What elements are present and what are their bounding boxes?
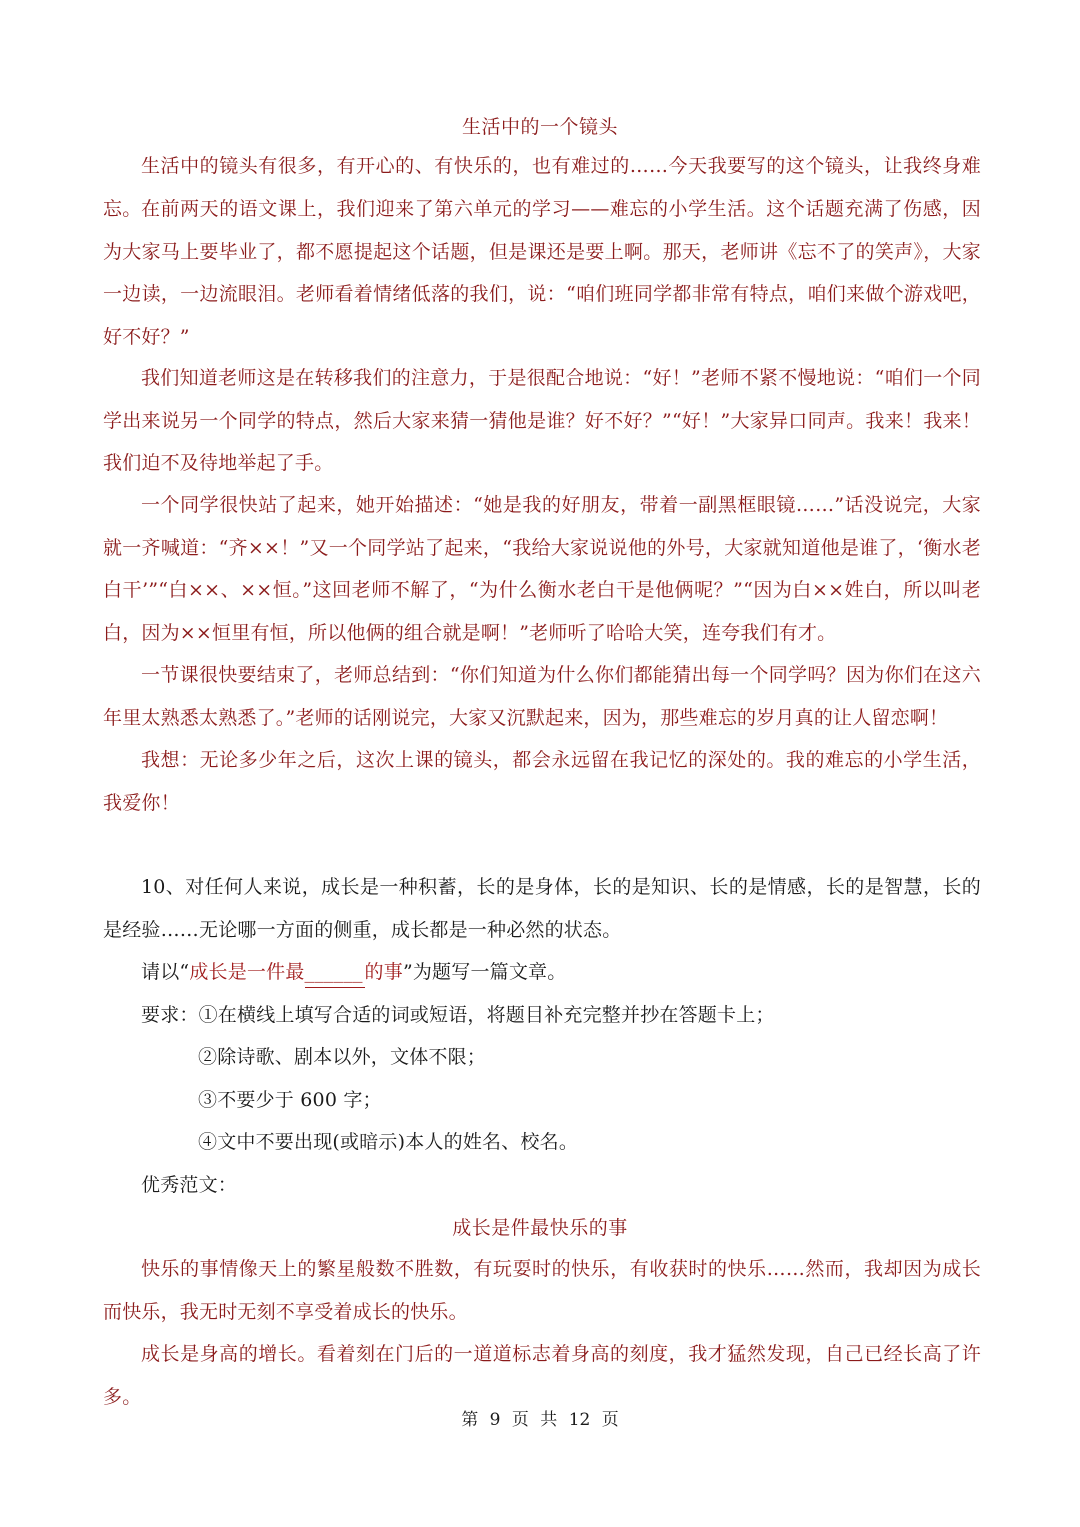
prompt-title-start: 成长是一件最: [189, 961, 305, 983]
essay-paragraph: 快乐的事情像天上的繁星般数不胜数，有玩耍时的快乐，有收获时的快乐……然而，我却因为成长而快乐，我无时无刻不享受着成长的快乐。: [103, 1258, 981, 1323]
sample-label: 优秀范文：: [141, 1174, 238, 1196]
essay-title: 成长是件最快乐的事: [452, 1217, 628, 1239]
question-intro: 10、对任何人来说，成长是一种积蓄，长的是身体，长的是知识、长的是情感，长的是智慧，长的是经验……无论哪一方面的侧重，成长都是一种必然的状态。: [103, 876, 981, 941]
essay-paragraph: 我想：无论多少年之后，这次上课的镜头，都会永远留在我记忆的深处的。我的难忘的小学生活，我爱你！: [103, 749, 981, 814]
requirements-label: 要求：: [141, 1004, 199, 1026]
requirement-item: ④文中不要出现(或暗示)本人的姓名、校名。: [198, 1131, 579, 1153]
essay-paragraph: 一个同学很快站了起来，她开始描述：“她是我的好朋友，带着一副黑框眼镜……”话没说完，大家就一齐喊道：“齐××！”又一个同学站了起来，“我给大家说说他的外号，大家就知道他是谁了，‘衡水老白干’”“白××、××恒。”这回老师不解了，“为什么衡水老白干是他俩呢？”“因为白××姓白，所以叫老白，因为××恒里有恒，所以他俩的组合就是啊！”老师听了哈哈大笑，连夸我们有才。: [103, 494, 981, 644]
prompt-prefix: 请以“: [141, 961, 190, 983]
prompt-title-end: 的事: [364, 961, 403, 983]
prompt-suffix: ”为题写一篇文章。: [402, 961, 567, 983]
page-number-footer: 第 9 页 共 12 页: [461, 1410, 619, 1430]
essay-paragraph: 成长是身高的增长。看着刻在门后的一道道标志着身高的刻度，我才猛然发现，自己已经长高了许多。: [103, 1343, 981, 1408]
essay-paragraph: 在前两天的语文课上，我们迎来了第六单元的学习——难忘的小学生活。这个话题充满了伤感，因为大家马上要毕业了，都不愿提起这个话题，但是课还是要上啊。那天，老师讲《忘不了的笑声》，大家一边读，一边流眼泪。老师看着情绪低落的我们，说：“咱们班同学都非常有特点，咱们来做个游戏吧，好不好？”: [103, 198, 981, 348]
prompt-blank: ______: [305, 957, 365, 988]
requirement-item: ③不要少于 600 字；: [198, 1089, 382, 1111]
question-prompt: [141, 957, 566, 988]
essay-title: 生活中的一个镜头: [461, 116, 618, 138]
requirement-item: ①在横线上填写合适的词或短语，将题目补充完整并抄在答题卡上；: [198, 1004, 775, 1026]
essay-paragraph: 我们知道老师这是在转移我们的注意力，于是很配合地说：“好！”老师不紧不慢地说：“咱们一个同学出来说另一个同学的特点，然后大家来猜一猜他是谁？好不好？”“好！”大家异口同声。我来！我来！我们迫不及待地举起了手。: [103, 367, 981, 474]
essay-paragraph: 生活中的镜头有很多，有开心的、有快乐的，也有难过的……今天我要写的这个镜头，让我终身难忘。: [103, 155, 981, 220]
requirement-item: ②除诗歌、剧本以外，文体不限；: [198, 1046, 487, 1068]
requirement-line: [141, 1000, 775, 1030]
essay-paragraph: 一节课很快要结束了，老师总结到：“你们知道为什么你们都能猜出每一个同学吗？因为你们在这六年里太熟悉太熟悉了。”老师的话刚说完，大家又沉默起来，因为，那些难忘的岁月真的让人留恋啊！: [103, 664, 981, 729]
